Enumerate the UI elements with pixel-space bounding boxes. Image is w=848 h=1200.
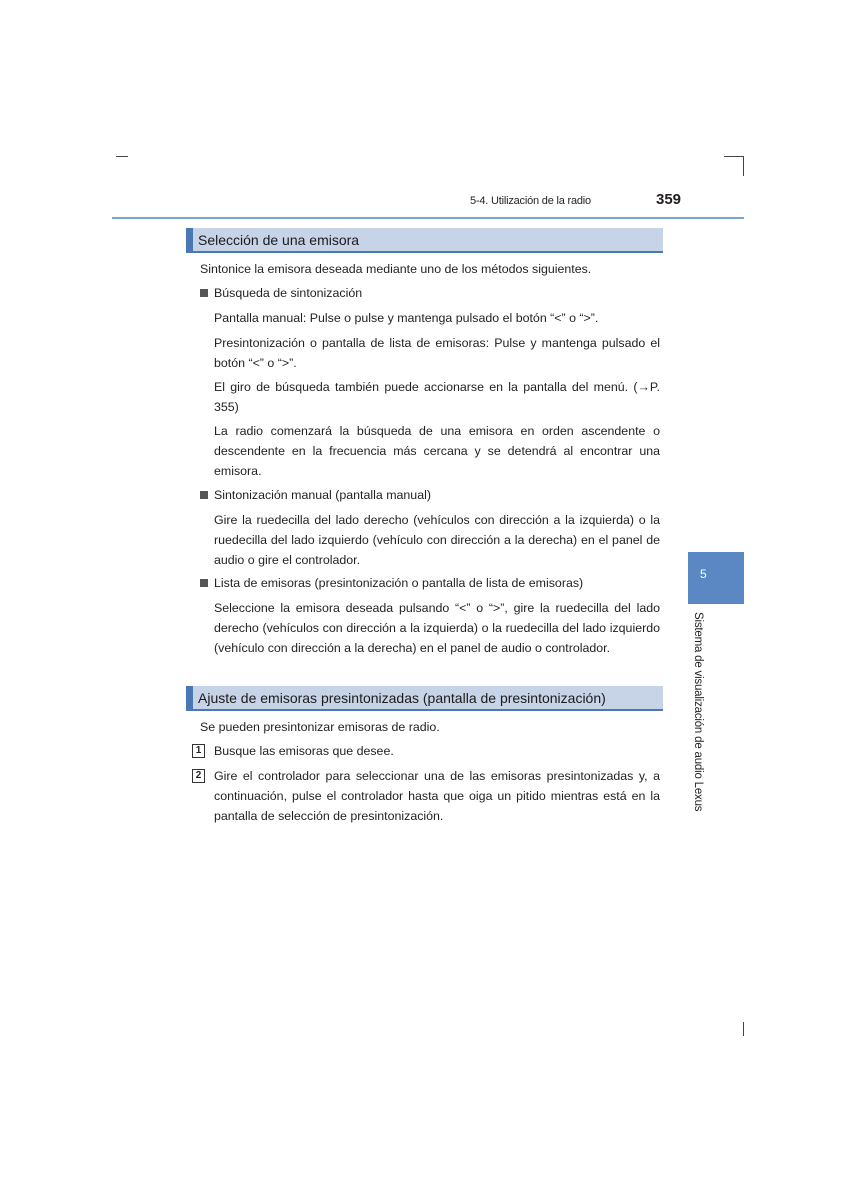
- paragraph: La radio comenzará la búsqueda de una emisora en orden ascendente o descendente en la frecuencia más cercana y se detendrá al encontrar una emisora.: [214, 424, 660, 478]
- bullet-title: Lista de emisoras (presintonización o pantalla de lista de emisoras): [214, 576, 584, 590]
- section-heading-seleccion: Selección de una emisora: [186, 228, 663, 253]
- page-number: 359: [656, 191, 682, 208]
- paragraph: Seleccione la emisora deseada pulsando “<” o “>”, gire la ruedecilla del lado derecho (vehículos con dirección a la izquierda) o la ruedecilla del lado izquierdo (vehículo con dirección a la derecha) en el panel de audio o controlador.: [214, 601, 660, 655]
- paragraph: El giro de búsqueda también puede accionarse en la pantalla del menú. (→P. 355): [214, 380, 660, 414]
- bullet-item-busqueda: [200, 283, 660, 303]
- chapter-tab: [688, 552, 744, 604]
- chapter-number: 5: [700, 567, 707, 581]
- paragraph: Presintonización o pantalla de lista de emisoras: Pulse y mantenga pulsado el botón “<” o “>”.: [214, 336, 660, 370]
- bullet-square-icon: [200, 491, 208, 499]
- header-rule: [112, 217, 744, 219]
- bullet-square-icon: [200, 289, 208, 297]
- section1-intro: Sintonice la emisora deseada mediante uno de los métodos siguientes.: [200, 262, 592, 276]
- crop-mark: [743, 156, 744, 176]
- section2-intro: Se pueden presintonizar emisoras de radio.: [200, 720, 440, 734]
- crop-mark: [116, 156, 128, 157]
- bullet-title: Búsqueda de sintonización: [214, 286, 363, 300]
- crop-mark: [743, 1022, 744, 1036]
- running-header-section: 5-4. Utilización de la radio: [470, 195, 591, 207]
- section-heading-ajuste: Ajuste de emisoras presintonizadas (pantalla de presintonización): [186, 686, 663, 711]
- paragraph: Gire la ruedecilla del lado derecho (vehículos con dirección a la izquierda) o la ruedecilla del lado izquierdo (vehículo con dirección a la derecha) en el panel de audio o gire el controlador.: [214, 513, 660, 567]
- bullet-item-sintonizacion-manual: [200, 485, 660, 505]
- chapter-title-vertical: Sistema de visualización de audio Lexus: [692, 612, 704, 812]
- step-text: Busque las emisoras que desee.: [214, 744, 394, 758]
- bullet-title: Sintonización manual (pantalla manual): [214, 488, 431, 502]
- step-number-badge: 1: [192, 744, 205, 758]
- bullet-square-icon: [200, 579, 208, 587]
- step-number-badge: 2: [192, 769, 205, 783]
- bullet-item-lista-emisoras: [200, 573, 660, 593]
- crop-mark: [724, 156, 744, 157]
- step-text: Gire el controlador para seleccionar una de las emisoras presintonizadas y, a continuación, pulse el controlador hasta que oiga un pitido mientras está en la pantalla de selección de presintonización.: [214, 769, 660, 823]
- paragraph: Pantalla manual: Pulse o pulse y mantenga pulsado el botón “<” o “>”.: [214, 311, 599, 325]
